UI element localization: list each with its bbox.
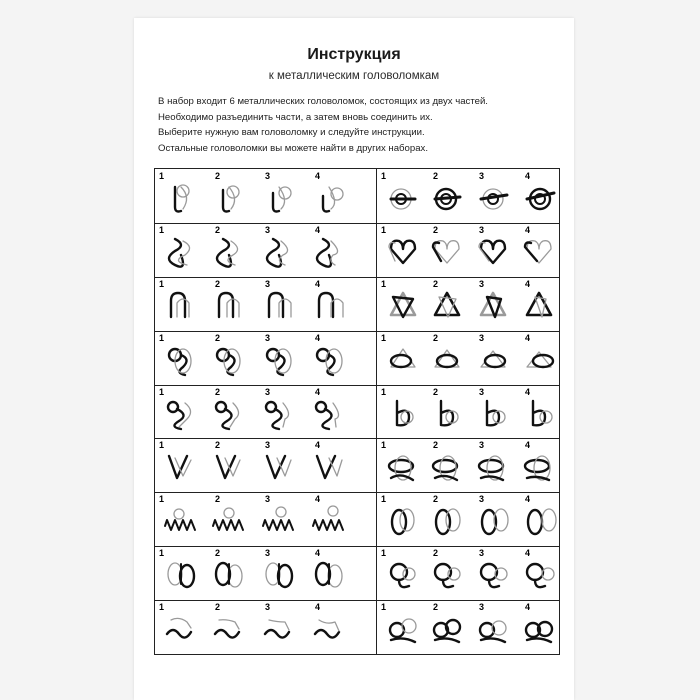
step-number: 3 [265,278,271,289]
puzzle-illustration [427,177,467,217]
puzzle-illustration [309,500,349,540]
puzzle-illustration [473,500,513,540]
step-number: 3 [479,224,485,235]
puzzle-step [515,548,563,596]
puzzle-illustration [161,285,201,325]
step-number: 4 [525,278,531,289]
puzzle-step [379,602,427,650]
step-number: 4 [525,494,531,505]
step-number: 1 [159,224,165,235]
puzzle-illustration [427,285,467,325]
step-number: 2 [433,171,439,181]
puzzle-illustration [519,446,559,486]
puzzle-illustration [161,177,201,217]
puzzle-step [469,494,517,542]
puzzle-step [305,333,353,381]
puzzle-illustration [519,231,559,271]
puzzle-step [255,602,303,650]
puzzle-illustration [259,285,299,325]
step-number: 3 [265,386,271,397]
puzzle-step [255,440,303,488]
puzzle-step [157,387,205,435]
sheet-subtitle: к металлическим головоломкам [268,70,440,82]
puzzle-illustration [309,446,349,486]
puzzle-wavy-hooks [155,600,376,654]
puzzle-step [469,171,517,219]
puzzle-illustration [209,285,249,325]
puzzle-step [515,440,563,488]
intro-line: В набор входит 6 металлических головоломок, состоящих из двух частей. [158,96,488,107]
puzzle-ring-bar [377,169,559,223]
step-number: 1 [381,548,387,559]
puzzle-step [379,548,427,596]
puzzle-step [515,333,563,381]
step-number: 2 [215,494,221,505]
step-number: 3 [479,548,485,559]
instruction-sheet [134,18,574,700]
step-number: 3 [479,171,485,181]
puzzle-step [305,602,353,650]
puzzle-illustration [161,500,201,540]
puzzle-u-clip [155,277,376,331]
puzzle-step [469,333,517,381]
puzzle-step [305,494,353,542]
puzzle-step [423,387,471,435]
sheet-title: Инструкция [307,46,401,63]
puzzle-step [205,440,253,488]
step-number: 2 [433,386,439,397]
puzzle-step [515,171,563,219]
step-number: 2 [215,386,221,397]
step-number: 4 [525,602,531,613]
puzzle-illustration [161,608,201,648]
step-number: 1 [381,171,387,181]
step-number: 3 [265,548,271,559]
puzzle-step [255,171,303,219]
puzzle-illustration [309,285,349,325]
step-number: 4 [525,171,531,181]
puzzle-hook-ring [155,169,376,223]
step-number: 4 [315,224,321,235]
step-number: 4 [525,440,531,451]
puzzle-step [255,494,303,542]
puzzle-illustration [383,231,423,271]
puzzle-step [469,279,517,327]
step-number: 4 [525,224,531,235]
step-number: 1 [381,602,387,613]
puzzle-illustration [473,231,513,271]
puzzle-illustration [209,554,249,594]
puzzle-illustration [383,446,423,486]
puzzle-illustration [259,393,299,433]
puzzle-step [205,279,253,327]
puzzle-step [157,225,205,273]
step-number: 4 [315,440,321,451]
puzzle-illustration [209,608,249,648]
puzzle-step [423,225,471,273]
step-number: 3 [479,386,485,397]
puzzle-knot-loops [377,438,559,492]
puzzle-step [469,225,517,273]
puzzle-illustration [473,285,513,325]
puzzle-illustration [209,446,249,486]
puzzle-illustration [161,231,201,271]
step-number: 1 [381,494,387,505]
step-number: 2 [215,171,221,181]
puzzle-step [515,387,563,435]
puzzle-s-curl [155,385,376,439]
puzzle-illustration [427,393,467,433]
step-number: 3 [479,332,485,343]
puzzle-step [515,494,563,542]
puzzle-step [255,225,303,273]
step-number: 4 [315,548,321,559]
puzzle-step [469,548,517,596]
puzzle-illustration [427,231,467,271]
step-number: 1 [159,602,165,613]
puzzle-step [205,387,253,435]
step-number: 1 [159,494,165,505]
puzzle-step [379,440,427,488]
step-number: 4 [315,171,321,181]
puzzle-illustration [427,608,467,648]
puzzle-illustration [259,608,299,648]
step-number: 2 [433,440,439,451]
puzzle-illustration [209,393,249,433]
puzzle-illustration [519,177,559,217]
step-number: 2 [215,224,221,235]
puzzle-illustration [309,231,349,271]
puzzle-step [423,494,471,542]
puzzle-curl-s [155,331,376,385]
puzzle-illustration [259,554,299,594]
puzzle-illustration [259,500,299,540]
puzzle-step [205,494,253,542]
puzzle-illustration [209,177,249,217]
step-number: 1 [159,332,165,343]
puzzle-step [305,279,353,327]
step-number: 1 [381,440,387,451]
puzzle-illustration [427,446,467,486]
step-number: 3 [479,602,485,613]
puzzle-illustration [427,500,467,540]
puzzle-step [205,225,253,273]
puzzle-illustration [427,554,467,594]
puzzle-illustration [473,177,513,217]
step-number: 4 [315,494,321,505]
step-number: 2 [433,494,439,505]
step-number: 3 [265,224,271,235]
puzzle-illustration [309,393,349,433]
puzzle-illustration [161,554,201,594]
puzzle-illustration [309,339,349,379]
puzzle-step [157,279,205,327]
puzzle-step [469,440,517,488]
puzzle-v-hooks [155,438,376,492]
step-number: 3 [265,602,271,613]
puzzle-step [379,333,427,381]
step-number: 2 [215,440,221,451]
step-number: 2 [215,548,221,559]
puzzle-step [157,440,205,488]
puzzle-illustration [383,393,423,433]
step-number: 2 [433,278,439,289]
step-number: 1 [381,278,387,289]
puzzle-grid [154,168,560,655]
puzzle-step [423,440,471,488]
puzzle-illustration [519,608,559,648]
step-number: 1 [381,386,387,397]
puzzle-illustration [519,500,559,540]
step-number: 3 [265,171,271,181]
intro-line: Остальные головоломки вы можете найти в других наборах. [158,142,429,154]
puzzle-illustration [519,393,559,433]
puzzle-step [469,602,517,650]
puzzle-illustration [383,554,423,594]
puzzle-illustration [473,446,513,486]
step-number: 3 [265,494,271,505]
puzzle-step [423,602,471,650]
puzzle-step [469,387,517,435]
puzzle-illustration [383,177,423,217]
puzzle-illustration [161,393,201,433]
step-number: 2 [433,602,439,613]
puzzle-illustration [259,231,299,271]
puzzle-step [379,387,427,435]
puzzle-step [379,171,427,219]
puzzle-illustration [309,608,349,648]
puzzle-chain-link [155,546,376,600]
puzzle-illustration [383,500,423,540]
puzzle-step [157,333,205,381]
step-number: 2 [433,548,439,559]
puzzle-step [423,171,471,219]
puzzle-step [379,494,427,542]
puzzle-step [305,440,353,488]
puzzle-eight-knot [155,223,376,277]
puzzle-spiral-rings [377,600,559,654]
step-number: 4 [315,278,321,289]
step-number: 1 [159,278,165,289]
puzzle-illustration [383,285,423,325]
puzzle-step [157,494,205,542]
puzzle-clips [377,492,559,546]
puzzle-step [205,333,253,381]
puzzle-step [423,548,471,596]
step-number: 2 [215,278,221,289]
intro-line: Необходимо разъединить части, а затем вновь соединить их. [158,111,433,123]
puzzle-illustration [383,608,423,648]
step-number: 2 [215,602,221,613]
puzzle-illustration [209,231,249,271]
puzzle-illustration [383,339,423,379]
step-number: 1 [381,332,387,343]
puzzle-illustration [259,177,299,217]
puzzle-step [305,548,353,596]
puzzle-step [205,548,253,596]
puzzle-step [379,279,427,327]
step-number: 4 [525,386,531,397]
puzzle-step [515,225,563,273]
step-number: 3 [479,440,485,451]
puzzle-illustration [519,554,559,594]
step-number: 4 [315,332,321,343]
puzzle-illustration [473,554,513,594]
puzzle-illustration [161,446,201,486]
step-number: 4 [525,548,531,559]
intro-text [158,94,568,156]
puzzle-step [515,602,563,650]
puzzle-step [205,602,253,650]
puzzle-illustration [473,393,513,433]
puzzle-triangle-loop [377,331,559,385]
puzzle-step [157,548,205,596]
step-number: 1 [159,548,165,559]
intro-line: Выберите нужную вам головоломку и следуйте инструкции. [158,127,425,138]
puzzle-illustration [209,500,249,540]
puzzle-step [515,279,563,327]
puzzle-hearts [377,223,559,277]
puzzle-step [423,279,471,327]
puzzle-illustration [309,554,349,594]
puzzle-step [255,387,303,435]
puzzle-step [255,333,303,381]
puzzle-illustration [519,285,559,325]
puzzle-step [305,225,353,273]
puzzle-step [305,387,353,435]
puzzle-step [255,279,303,327]
step-number: 1 [159,171,165,181]
step-number: 3 [479,278,485,289]
puzzle-illustration [259,339,299,379]
step-number: 4 [315,386,321,397]
puzzle-step [205,171,253,219]
puzzle-b-loops [377,385,559,439]
puzzle-illustration [473,339,513,379]
puzzle-step [157,602,205,650]
step-number: 4 [315,602,321,613]
puzzle-illustration [209,339,249,379]
puzzle-step [157,171,205,219]
puzzle-illustration [259,446,299,486]
puzzle-step [305,171,353,219]
step-number: 2 [433,224,439,235]
puzzle-triangles [377,277,559,331]
puzzle-step [255,548,303,596]
puzzle-illustration [161,339,201,379]
puzzle-illustration [519,339,559,379]
step-number: 2 [215,332,221,343]
step-number: 1 [159,386,165,397]
puzzle-illustration [427,339,467,379]
step-number: 1 [381,224,387,235]
step-number: 3 [265,332,271,343]
puzzle-step [423,333,471,381]
puzzle-g-rings [377,546,559,600]
step-number: 3 [265,440,271,451]
puzzle-spring [155,492,376,546]
step-number: 3 [479,494,485,505]
puzzle-illustration [309,177,349,217]
step-number: 1 [159,440,165,451]
puzzle-illustration [473,608,513,648]
puzzle-step [379,225,427,273]
step-number: 2 [433,332,439,343]
step-number: 4 [525,332,531,343]
